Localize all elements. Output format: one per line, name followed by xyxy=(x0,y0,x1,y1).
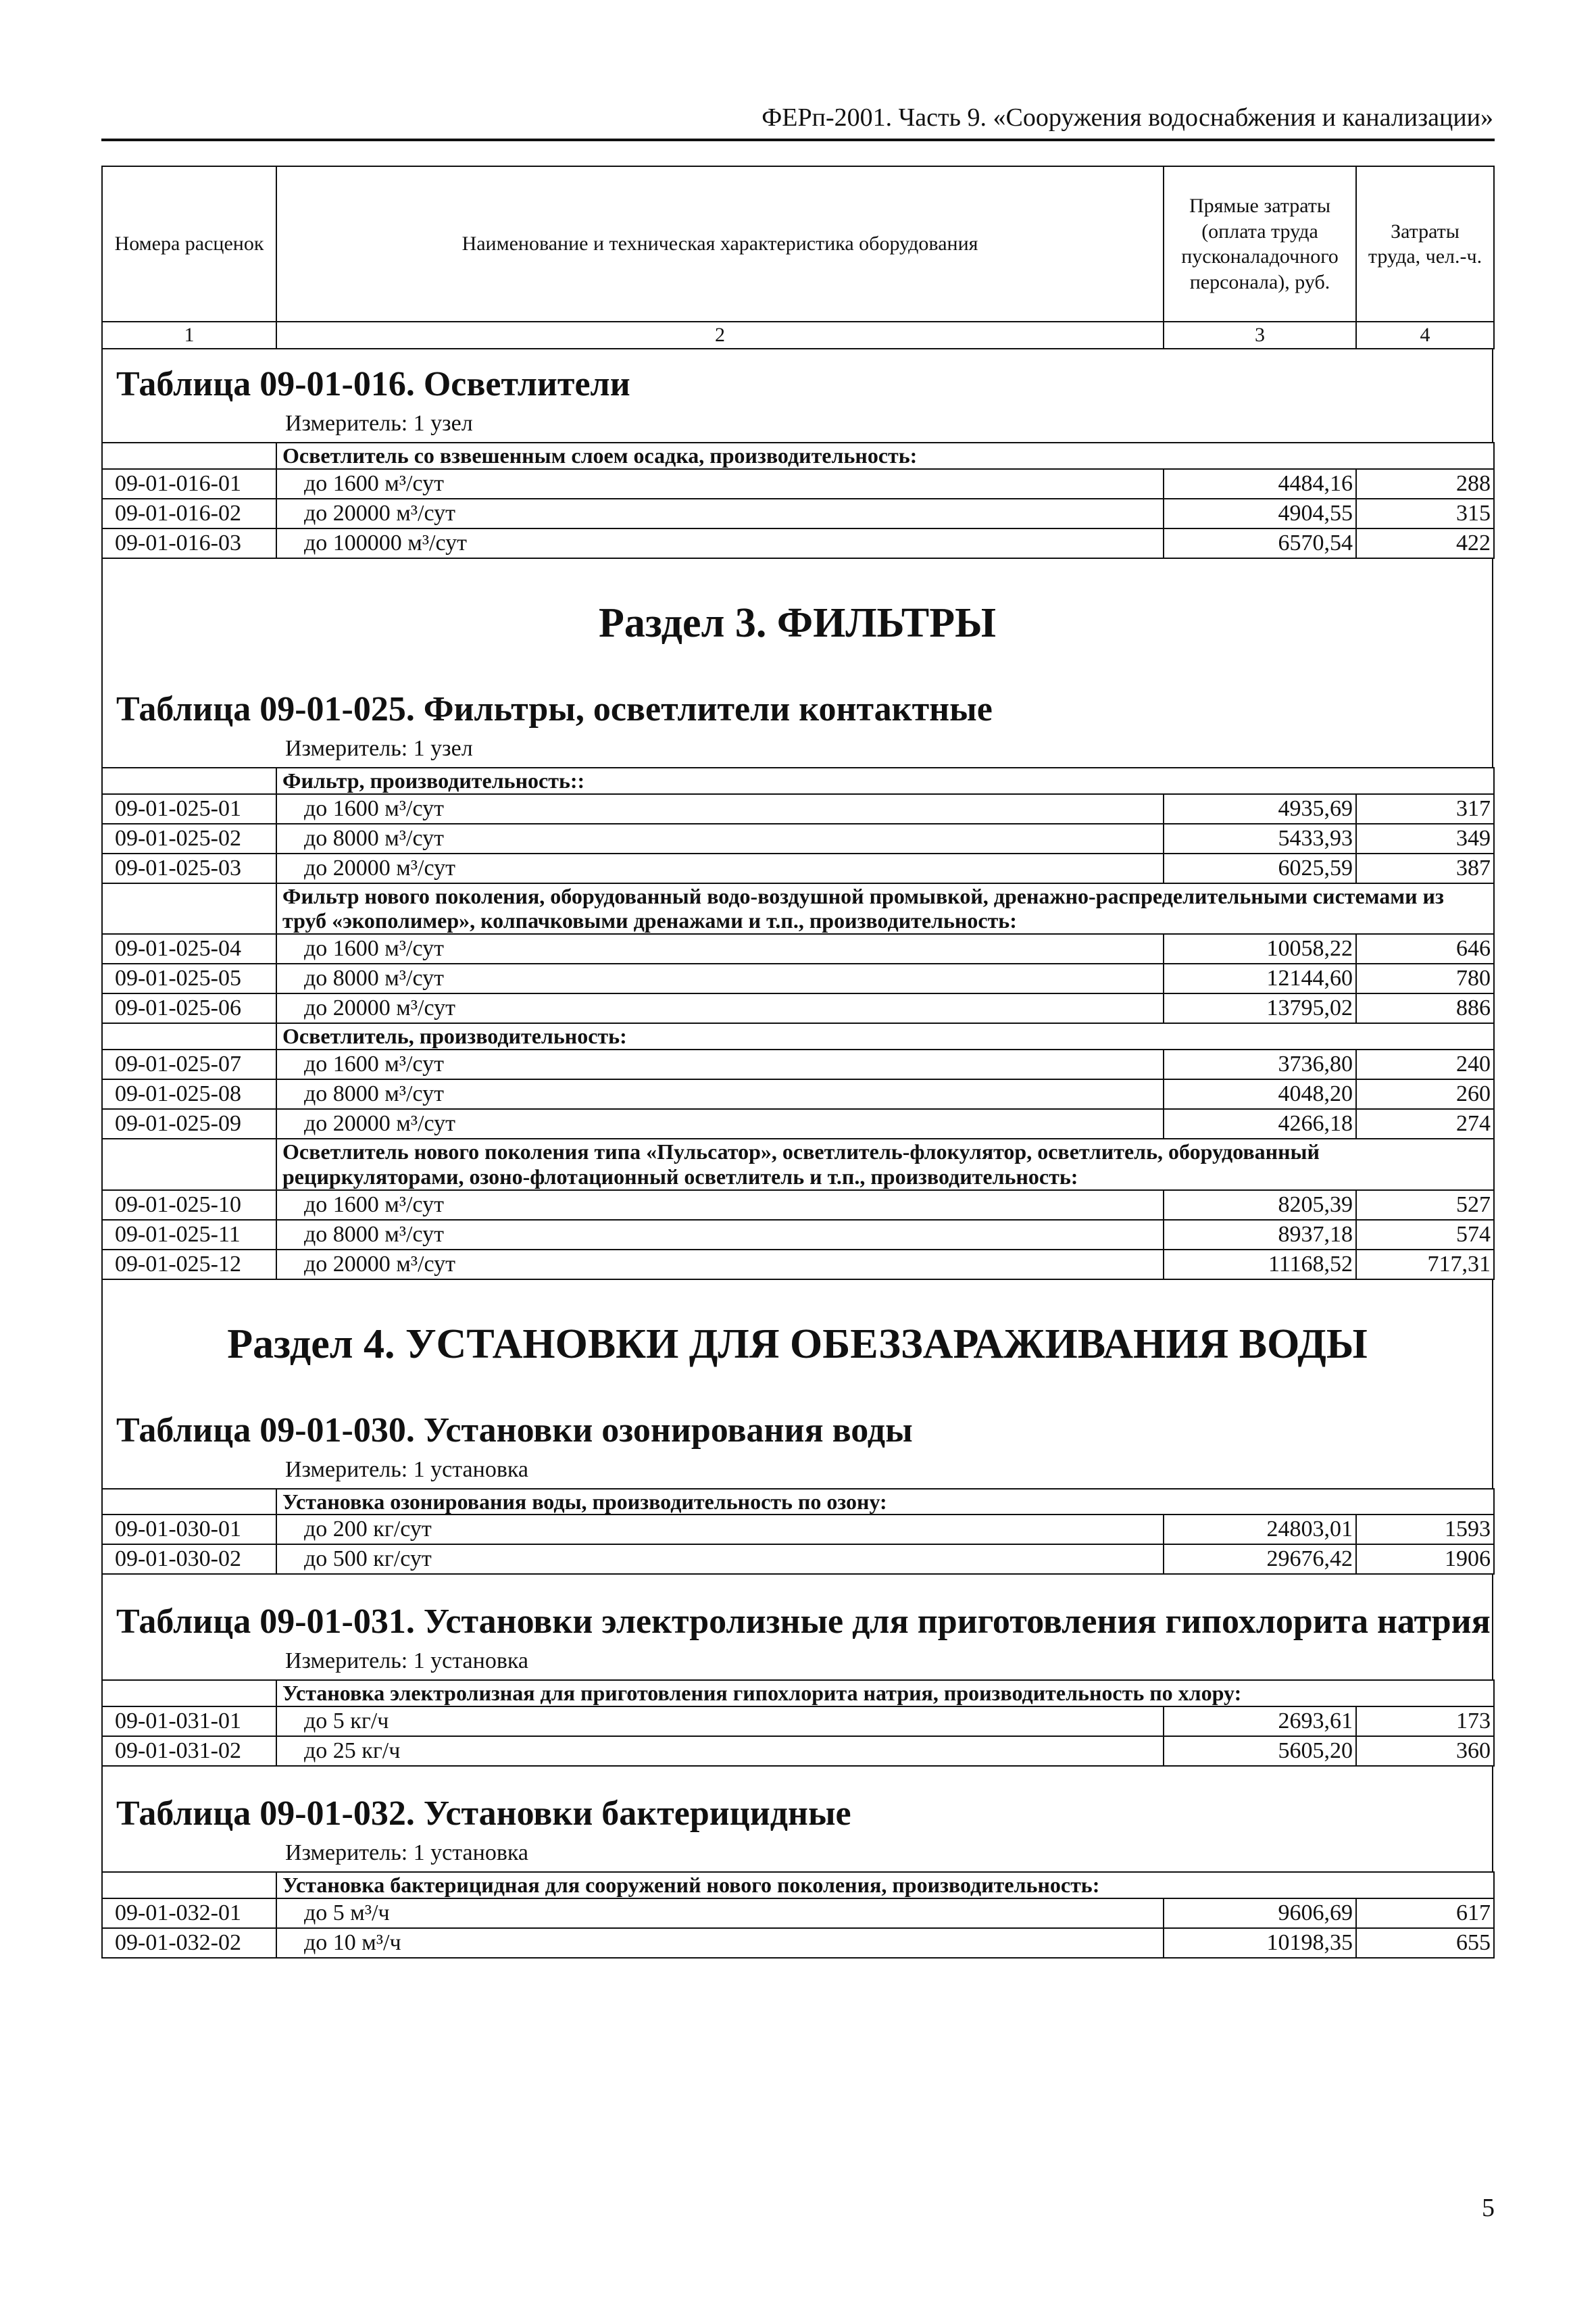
section-title: Раздел 3. ФИЛЬТРЫ xyxy=(599,599,996,646)
labor-cost: 780 xyxy=(1356,964,1494,993)
rate-code: 09-01-032-02 xyxy=(102,1928,276,1958)
rate-code: 09-01-016-01 xyxy=(102,469,276,499)
rate-code: 09-01-030-02 xyxy=(102,1544,276,1574)
labor-cost: 655 xyxy=(1356,1928,1494,1958)
equipment-name: до 1600 м³/сут xyxy=(276,1050,1164,1079)
labor-cost: 349 xyxy=(1356,824,1494,854)
labor-cost: 173 xyxy=(1356,1706,1494,1736)
col-header-codes: Номера расценок xyxy=(102,166,276,322)
col-header-labor: Затраты труда, чел.-ч. xyxy=(1356,166,1494,322)
direct-cost: 11168,52 xyxy=(1164,1250,1356,1279)
rate-code: 09-01-025-08 xyxy=(102,1079,276,1109)
labor-cost: 1906 xyxy=(1356,1544,1494,1574)
direct-cost: 24803,01 xyxy=(1164,1515,1356,1544)
col-number: 4 xyxy=(1356,322,1494,349)
equipment-name: до 10 м³/ч xyxy=(276,1928,1164,1958)
table-row xyxy=(102,469,1494,499)
equipment-name: до 8000 м³/сут xyxy=(276,1220,1164,1250)
rate-code: 09-01-031-02 xyxy=(102,1736,276,1766)
equipment-name: до 25 кг/ч xyxy=(276,1736,1164,1766)
table-row xyxy=(102,528,1494,558)
group-heading: Фильтр, производительность:: xyxy=(276,768,1494,794)
group-heading: Осветлитель, производительность: xyxy=(276,1023,1494,1050)
direct-cost: 5433,93 xyxy=(1164,824,1356,854)
rate-code: 09-01-016-03 xyxy=(102,528,276,558)
labor-cost: 646 xyxy=(1356,934,1494,964)
price-table-032 xyxy=(101,1871,1495,1959)
table-title: Таблица 09-01-030. Установки озонирования воды xyxy=(116,1410,913,1450)
direct-cost: 4904,55 xyxy=(1164,499,1356,528)
equipment-name: до 20000 м³/сут xyxy=(276,1250,1164,1279)
direct-cost: 12144,60 xyxy=(1164,964,1356,993)
table-row xyxy=(102,1898,1494,1928)
table-row xyxy=(102,1079,1494,1109)
table-row xyxy=(102,934,1494,964)
price-table-016 xyxy=(101,442,1495,559)
labor-cost: 260 xyxy=(1356,1079,1494,1109)
rate-code: 09-01-025-02 xyxy=(102,824,276,854)
price-page xyxy=(101,166,1493,1959)
direct-cost: 5605,20 xyxy=(1164,1736,1356,1766)
direct-cost: 6570,54 xyxy=(1164,528,1356,558)
direct-cost: 4048,20 xyxy=(1164,1079,1356,1109)
rate-code: 09-01-031-01 xyxy=(102,1706,276,1736)
labor-cost: 617 xyxy=(1356,1898,1494,1928)
equipment-name: до 8000 м³/сут xyxy=(276,824,1164,854)
equipment-name: до 5 кг/ч xyxy=(276,1706,1164,1736)
equipment-name: до 20000 м³/сут xyxy=(276,854,1164,883)
labor-cost: 288 xyxy=(1356,469,1494,499)
table-row xyxy=(102,1928,1494,1958)
price-table-025 xyxy=(101,767,1495,1280)
running-header: ФЕРп-2001. Часть 9. «Сооружения водоснабжения и канализации» xyxy=(762,103,1493,132)
rate-code: 09-01-025-01 xyxy=(102,794,276,824)
section-3-block xyxy=(101,559,1493,767)
labor-cost: 422 xyxy=(1356,528,1494,558)
labor-cost: 387 xyxy=(1356,854,1494,883)
measure-unit: Измеритель: 1 установка xyxy=(285,1456,528,1482)
measure-unit: Измеритель: 1 узел xyxy=(285,735,473,761)
table-row xyxy=(102,824,1494,854)
rate-code: 09-01-025-05 xyxy=(102,964,276,993)
labor-cost: 315 xyxy=(1356,499,1494,528)
equipment-name: до 20000 м³/сут xyxy=(276,993,1164,1023)
table-title: Таблица 09-01-031. Установки электролизные для приготовления гипохлорита натрия xyxy=(116,1602,1491,1642)
col-number: 3 xyxy=(1164,322,1356,349)
equipment-name: до 1600 м³/сут xyxy=(276,469,1164,499)
equipment-name: до 500 кг/сут xyxy=(276,1544,1164,1574)
table-row xyxy=(102,854,1494,883)
direct-cost: 29676,42 xyxy=(1164,1544,1356,1574)
table-title: Таблица 09-01-025. Фильтры, осветлители контактные xyxy=(116,689,993,729)
rate-code: 09-01-025-03 xyxy=(102,854,276,883)
rate-code: 09-01-025-06 xyxy=(102,993,276,1023)
direct-cost: 4935,69 xyxy=(1164,794,1356,824)
table-row xyxy=(102,1736,1494,1766)
direct-cost: 9606,69 xyxy=(1164,1898,1356,1928)
table-title: Таблица 09-01-016. Осветлители xyxy=(116,365,630,403)
price-table-030 xyxy=(101,1488,1495,1575)
col-header-cost: Прямые затраты (оплата труда пусконаладочного персонала), руб. xyxy=(1164,166,1356,322)
equipment-name: до 8000 м³/сут xyxy=(276,964,1164,993)
equipment-name: до 5 м³/ч xyxy=(276,1898,1164,1928)
group-heading: Установка бактерицидная для сооружений нового поколения, производительность: xyxy=(276,1872,1494,1898)
table-row xyxy=(102,1544,1494,1574)
group-heading: Осветлитель со взвешенным слоем осадка, производительность: xyxy=(276,443,1494,469)
table-row xyxy=(102,1190,1494,1220)
table-031-block xyxy=(101,1575,1493,1679)
labor-cost: 886 xyxy=(1356,993,1494,1023)
header-rule xyxy=(101,139,1495,141)
labor-cost: 317 xyxy=(1356,794,1494,824)
direct-cost: 4266,18 xyxy=(1164,1109,1356,1139)
group-heading: Фильтр нового поколения, оборудованный водо-воздушной промывкой, дренажно-распределительными системами из труб «экополимер», колпачковыми дренажами и т.п., производительность: xyxy=(276,883,1494,935)
direct-cost: 10198,35 xyxy=(1164,1928,1356,1958)
direct-cost: 8205,39 xyxy=(1164,1190,1356,1220)
page-number: 5 xyxy=(1482,2194,1495,2222)
direct-cost: 4484,16 xyxy=(1164,469,1356,499)
labor-cost: 574 xyxy=(1356,1220,1494,1250)
rate-code: 09-01-025-11 xyxy=(102,1220,276,1250)
direct-cost: 6025,59 xyxy=(1164,854,1356,883)
rate-code: 09-01-025-10 xyxy=(102,1190,276,1220)
rate-code: 09-01-025-09 xyxy=(102,1109,276,1139)
table-row xyxy=(102,964,1494,993)
equipment-name: до 1600 м³/сут xyxy=(276,1190,1164,1220)
rate-code: 09-01-032-01 xyxy=(102,1898,276,1928)
price-table-031 xyxy=(101,1679,1495,1767)
labor-cost: 527 xyxy=(1356,1190,1494,1220)
table-row xyxy=(102,1250,1494,1279)
col-number: 1 xyxy=(102,322,276,349)
equipment-name: до 200 кг/сут xyxy=(276,1515,1164,1544)
table-row xyxy=(102,794,1494,824)
table-row xyxy=(102,1706,1494,1736)
table-row xyxy=(102,993,1494,1023)
group-heading: Осветлитель нового поколения типа «Пульсатор», осветлитель-флокулятор, осветлитель, оборудованный рециркуляторами, озоно-флотационный осветлитель и т.п., производительность: xyxy=(276,1139,1494,1190)
direct-cost: 8937,18 xyxy=(1164,1220,1356,1250)
equipment-name: до 20000 м³/сут xyxy=(276,499,1164,528)
equipment-name: до 1600 м³/сут xyxy=(276,934,1164,964)
col-number: 2 xyxy=(276,322,1164,349)
rate-code: 09-01-025-07 xyxy=(102,1050,276,1079)
section-4-block xyxy=(101,1280,1493,1488)
group-heading: Установка озонирования воды, производительность по озону: xyxy=(276,1489,1494,1515)
rate-code: 09-01-016-02 xyxy=(102,499,276,528)
table-title: Таблица 09-01-032. Установки бактерицидные xyxy=(116,1794,851,1833)
table-row xyxy=(102,1050,1494,1079)
equipment-name: до 1600 м³/сут xyxy=(276,794,1164,824)
equipment-name: до 8000 м³/сут xyxy=(276,1079,1164,1109)
labor-cost: 717,31 xyxy=(1356,1250,1494,1279)
section-title: Раздел 4. УСТАНОВКИ ДЛЯ ОБЕЗЗАРАЖИВАНИЯ ВОДЫ xyxy=(227,1321,1368,1367)
col-header-name: Наименование и техническая характеристика оборудования xyxy=(276,166,1164,322)
labor-cost: 1593 xyxy=(1356,1515,1494,1544)
table-row xyxy=(102,499,1494,528)
group-heading: Установка электролизная для приготовления гипохлорита натрия, производительность по хлору: xyxy=(276,1680,1494,1706)
rate-code: 09-01-025-04 xyxy=(102,934,276,964)
column-header-table xyxy=(101,166,1495,349)
measure-unit: Измеритель: 1 установка xyxy=(285,1840,528,1866)
labor-cost: 274 xyxy=(1356,1109,1494,1139)
direct-cost: 13795,02 xyxy=(1164,993,1356,1023)
measure-unit: Измеритель: 1 установка xyxy=(285,1648,528,1674)
table-032-block xyxy=(101,1767,1493,1871)
table-row xyxy=(102,1109,1494,1139)
equipment-name: до 20000 м³/сут xyxy=(276,1109,1164,1139)
direct-cost: 3736,80 xyxy=(1164,1050,1356,1079)
rate-code: 09-01-025-12 xyxy=(102,1250,276,1279)
table-row xyxy=(102,1515,1494,1544)
rate-code: 09-01-030-01 xyxy=(102,1515,276,1544)
direct-cost: 2693,61 xyxy=(1164,1706,1356,1736)
table-016-block xyxy=(101,349,1493,442)
direct-cost: 10058,22 xyxy=(1164,934,1356,964)
labor-cost: 240 xyxy=(1356,1050,1494,1079)
labor-cost: 360 xyxy=(1356,1736,1494,1766)
table-row xyxy=(102,1220,1494,1250)
measure-unit: Измеритель: 1 узел xyxy=(285,411,473,436)
equipment-name: до 100000 м³/сут xyxy=(276,528,1164,558)
